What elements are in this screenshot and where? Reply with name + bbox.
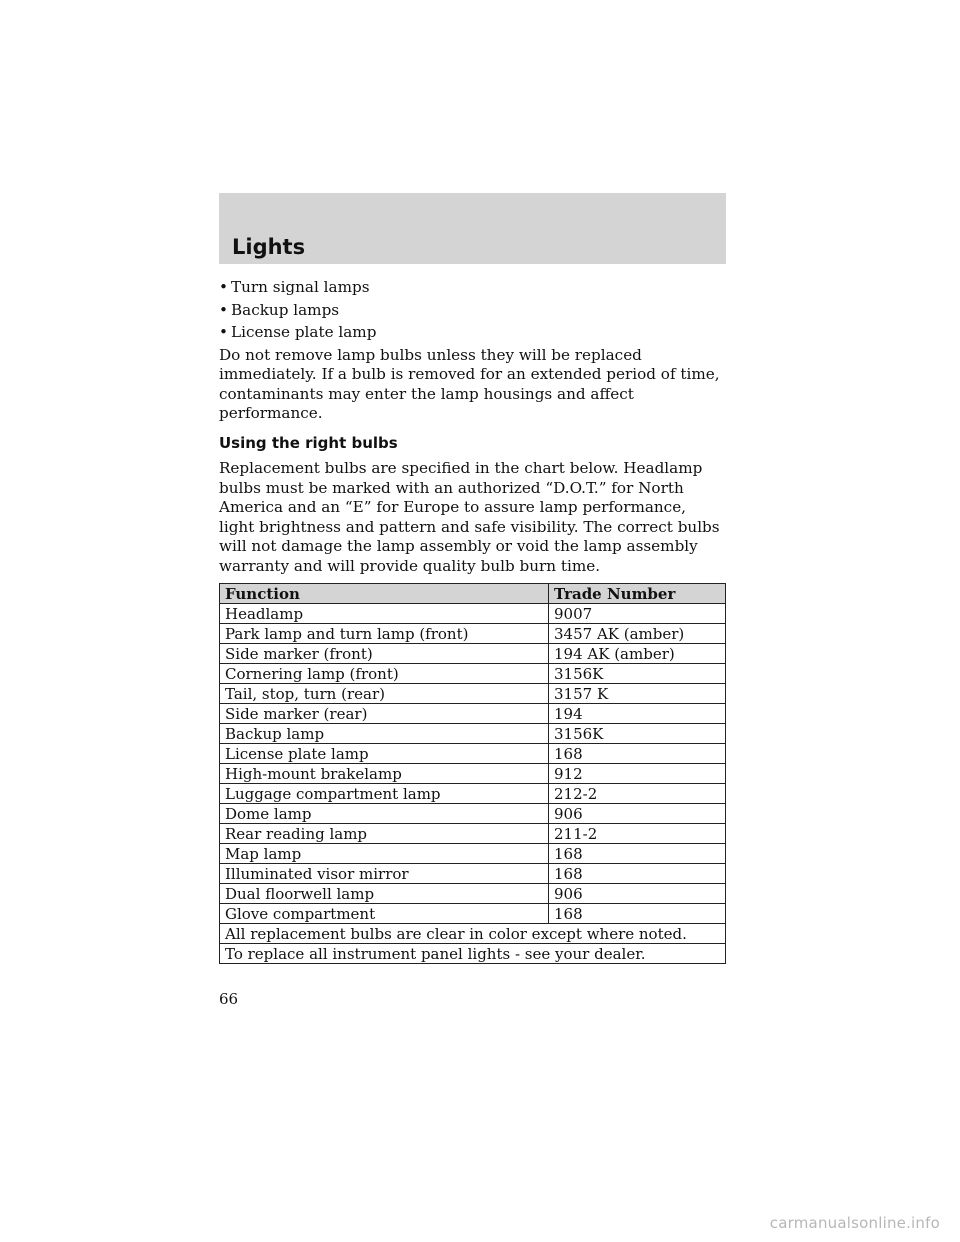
function-cell: Park lamp and turn lamp (front) xyxy=(220,624,549,644)
table-note: All replacement bulbs are clear in color except where noted. xyxy=(220,924,726,944)
trade-number-cell: 3457 AK (amber) xyxy=(549,624,726,644)
function-cell: Illuminated visor mirror xyxy=(220,864,549,884)
table-row xyxy=(220,684,726,704)
bullet-text: Backup lamps xyxy=(231,300,340,319)
function-cell: Glove compartment xyxy=(220,904,549,924)
column-header-function: Function xyxy=(220,584,549,604)
function-cell: License plate lamp xyxy=(220,744,549,764)
bullet-item xyxy=(219,278,726,298)
bullet-text: License plate lamp xyxy=(231,323,377,341)
table-note: To replace all instrument panel lights - see your dealer. xyxy=(220,944,726,964)
function-cell: High-mount brakelamp xyxy=(220,764,549,784)
function-cell: Luggage compartment lamp xyxy=(220,784,549,804)
trade-number-cell: 906 xyxy=(549,884,726,904)
table-row xyxy=(220,804,726,824)
section-title: Lights xyxy=(232,235,306,259)
trade-number-cell: 9007 xyxy=(549,604,726,624)
section-header-band xyxy=(219,193,726,264)
bullet-item xyxy=(219,323,726,343)
trade-number-cell: 194 AK (amber) xyxy=(549,644,726,664)
trade-number-cell: 3156K xyxy=(549,724,726,744)
table-row xyxy=(220,704,726,724)
table-note-row xyxy=(220,944,726,964)
bullet-icon: • xyxy=(219,300,228,319)
table-row xyxy=(220,664,726,684)
trade-number-cell: 3156K xyxy=(549,664,726,684)
table-row xyxy=(220,904,726,924)
function-cell: Map lamp xyxy=(220,844,549,864)
page-number: 66 xyxy=(219,990,239,1008)
trade-number-cell: 194 xyxy=(549,704,726,724)
column-header-trade-number: Trade Number xyxy=(549,584,726,604)
trade-number-cell: 906 xyxy=(549,804,726,824)
table-row xyxy=(220,884,726,904)
page-content xyxy=(219,278,726,964)
table-row xyxy=(220,724,726,744)
bullet-item xyxy=(219,301,726,321)
trade-number-cell: 212-2 xyxy=(549,784,726,804)
trade-number-cell: 3157 K xyxy=(549,684,726,704)
table-row xyxy=(220,744,726,764)
function-cell: Backup lamp xyxy=(220,724,549,744)
paragraph-bulb-removal: Do not remove lamp bulbs unless they will be replaced immediately. If a bulb is removed for an extended period of time, contaminants may enter the lamp housings and affect performance. xyxy=(219,345,720,422)
table-row xyxy=(220,844,726,864)
table-row xyxy=(220,604,726,624)
table-row xyxy=(220,624,726,644)
table-row xyxy=(220,644,726,664)
bullet-icon: • xyxy=(219,323,228,341)
trade-number-cell: 912 xyxy=(549,764,726,784)
function-cell: Dual floorwell lamp xyxy=(220,884,549,904)
trade-number-cell: 168 xyxy=(549,864,726,884)
table-row xyxy=(220,784,726,804)
table-row xyxy=(220,764,726,784)
function-cell: Side marker (front) xyxy=(220,644,549,664)
table-header-row xyxy=(220,584,726,604)
function-cell: Tail, stop, turn (rear) xyxy=(220,684,549,704)
function-cell: Rear reading lamp xyxy=(220,824,549,844)
table-row xyxy=(220,824,726,844)
bulb-table xyxy=(219,583,726,964)
paragraph-bulb-spec: Replacement bulbs are specified in the chart below. Headlamp bulbs must be marked with an authorized “D.O.T.” for North America and an “E” for Europe to assure lamp performance, light brightness and pattern and safe visibility. The correct bulbs will not damage the lamp assembly or void the lamp assembly warranty and will provide quality bulb burn time. xyxy=(219,459,720,575)
bullet-text: Turn signal lamps xyxy=(231,278,370,296)
trade-number-cell: 168 xyxy=(549,744,726,764)
trade-number-cell: 168 xyxy=(549,904,726,924)
function-cell: Headlamp xyxy=(220,604,549,624)
trade-number-cell: 211-2 xyxy=(549,824,726,844)
table-note-row xyxy=(220,924,726,944)
function-cell: Side marker (rear) xyxy=(220,704,549,724)
function-cell: Dome lamp xyxy=(220,804,549,824)
function-cell: Cornering lamp (front) xyxy=(220,664,549,684)
trade-number-cell: 168 xyxy=(549,844,726,864)
table-row xyxy=(220,864,726,884)
watermark: carmanualsonline.info xyxy=(769,1214,940,1232)
section-heading: Using the right bulbs xyxy=(219,433,398,452)
bullet-icon: • xyxy=(219,278,228,296)
